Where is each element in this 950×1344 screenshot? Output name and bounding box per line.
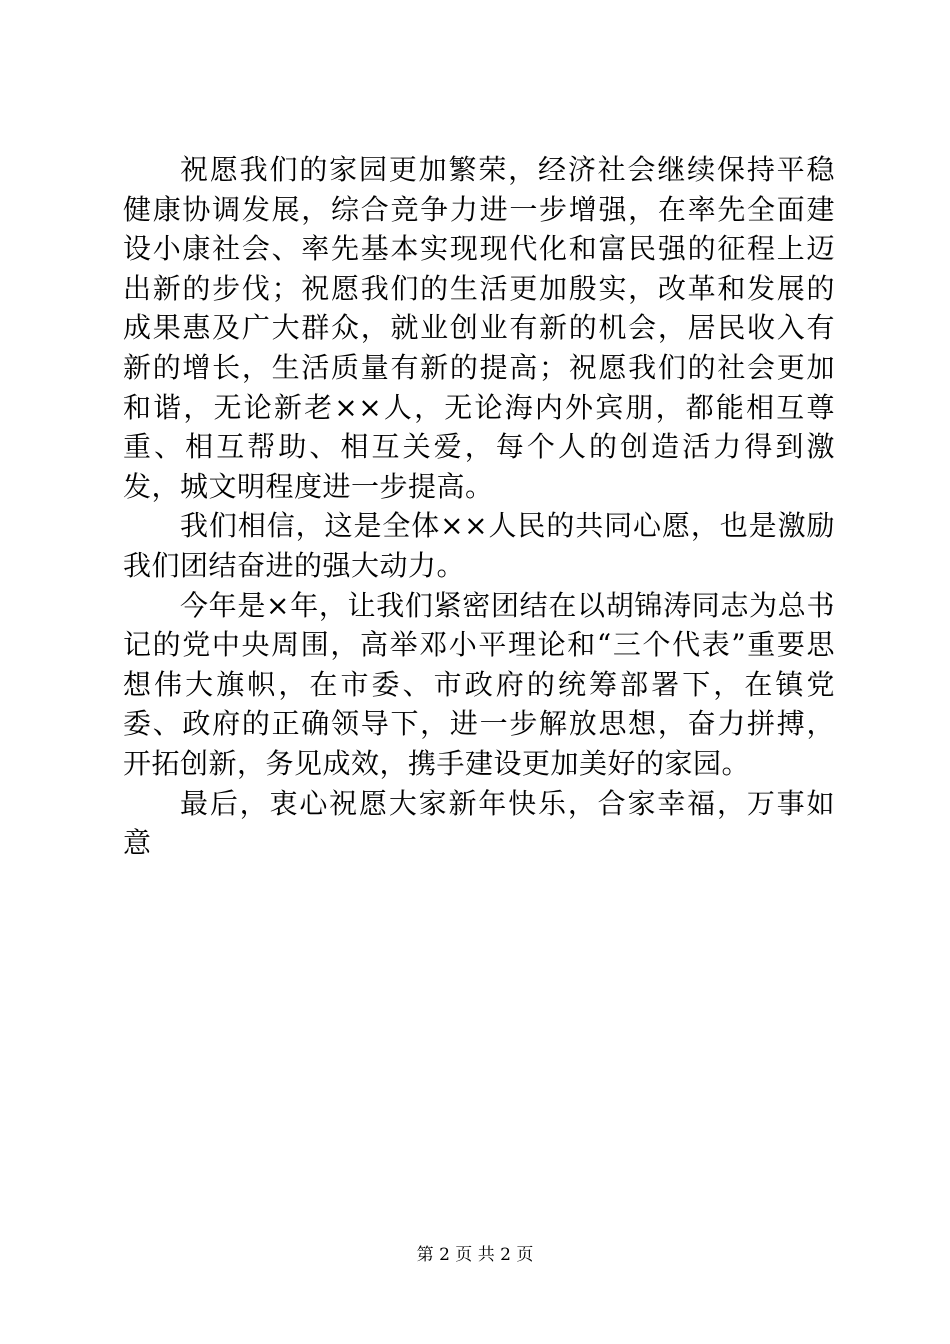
document-body: [123, 150, 835, 863]
paragraph-closing: 最后，衷心祝愿大家新年快乐，合家幸福，万事如意: [123, 786, 835, 860]
paragraph-call-to-action: 今年是×年，让我们紧密团结在以胡锦涛同志为总书记的党中央周围，高举邓小平理论和“三个代表”重要思想伟大旗帜，在市委、市政府的统筹部署下，在镇党委、政府的正确领导下，进一步解放思想，奋力拼搏，开拓创新，务见成效，携手建设更加美好的家园。: [123, 588, 835, 780]
paragraph-belief: 我们相信，这是全体××人民的共同心愿，也是激励我们团结奋进的强大动力。: [123, 509, 835, 582]
paragraph-wishes: 祝愿我们的家园更加繁荣，经济社会继续保持平稳健康协调发展，综合竞争力进一步增强，在率先全面建设小康社会、率先基本实现现代化和富民强的征程上迈出新的步伐；祝愿我们的生活更加殷实，改革和发展的成果惠及广大群众，就业创业有新的机会，居民收入有新的增长，生活质量有新的提高；祝愿我们的社会更加和谐，无论新老××人，无论海内外宾朋，都能相互尊重、相互帮助、相互关爱，每个人的创造活力得到激发，城文明程度进一步提高。: [123, 153, 835, 503]
page-number-footer: 第 2 页 共 2 页: [416, 1245, 534, 1265]
